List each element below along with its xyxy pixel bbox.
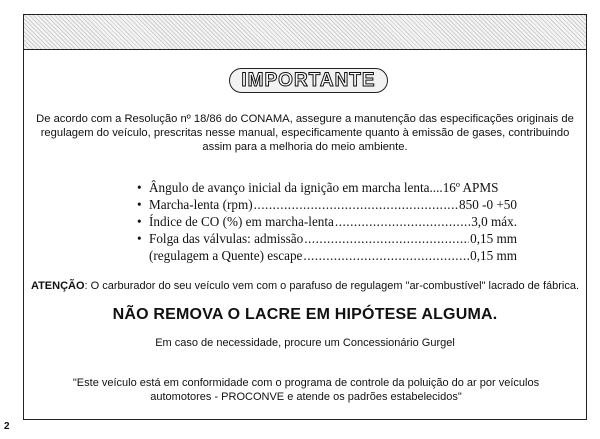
bullet-icon: •: [137, 197, 142, 212]
spec-dots: [335, 213, 470, 230]
concessionaire-note: Em caso de necessidade, procure um Concessionário Gurgel: [155, 337, 455, 349]
attention-text: : O carburador do seu veículo vem com o parafuso de regulagem "ar-combustível" lacrado de fábrica.: [84, 280, 580, 292]
spec-value: 3,0 máx.: [471, 214, 517, 229]
spec-item-idle: [137, 196, 517, 213]
spec-value: 16º APMS: [442, 180, 499, 195]
bullet-icon: •: [137, 214, 142, 229]
title-text: IMPORTANTE: [241, 69, 376, 91]
spec-dots: [254, 196, 458, 213]
page-number: 2: [4, 421, 10, 432]
seal-warning: NÃO REMOVA O LACRE EM HIPÓTESE ALGUMA.: [112, 306, 498, 323]
spec-dots: [304, 230, 469, 247]
attention-label: ATENÇÃO: [30, 280, 85, 292]
spec-label: (regulagem a Quente) escape: [149, 248, 303, 263]
bullet-icon: •: [137, 180, 142, 195]
hatched-header-band: [24, 15, 586, 50]
spec-value: 0,15 mm: [470, 248, 517, 263]
attention-note: [27, 280, 583, 292]
spec-item-co: [137, 213, 517, 230]
spec-label: Folga das válvulas: admissão: [149, 231, 304, 246]
spec-dots: [303, 247, 469, 264]
intro-paragraph: De acordo com a Resolução nº 18/86 do CONAMA, assegure a manutenção das especificações originais de regulagem do veículo, prescritas nesse manual, especificamente quanto à emissão de gases, contribuindo assim para a melhoria do meio ambiente.: [36, 113, 574, 153]
spec-label: Marcha-lenta (rpm): [149, 197, 253, 212]
spec-list: [137, 179, 517, 264]
spec-label: Ângulo de avanço inicial da ignição em marcha lenta: [149, 180, 430, 195]
spec-item-valve-intake: [137, 230, 517, 247]
spec-item-ignition: [137, 179, 517, 196]
spec-value: 0,15 mm: [470, 231, 517, 246]
spec-label: Índice de CO (%) em marcha-lenta: [149, 214, 334, 229]
spec-value: 850 -0 +50: [459, 197, 517, 212]
spec-dots: ....: [429, 180, 443, 195]
title-badge: [229, 68, 388, 93]
notice-frame: [23, 14, 587, 420]
spec-item-valve-exhaust: [137, 247, 517, 264]
proconve-statement: "Este veículo está em conformidade com o programa de controle da poluição do ar por veículos automotores - PROCONVE e atende os padrões estabelecidos": [72, 377, 540, 403]
bullet-icon: •: [137, 231, 142, 246]
